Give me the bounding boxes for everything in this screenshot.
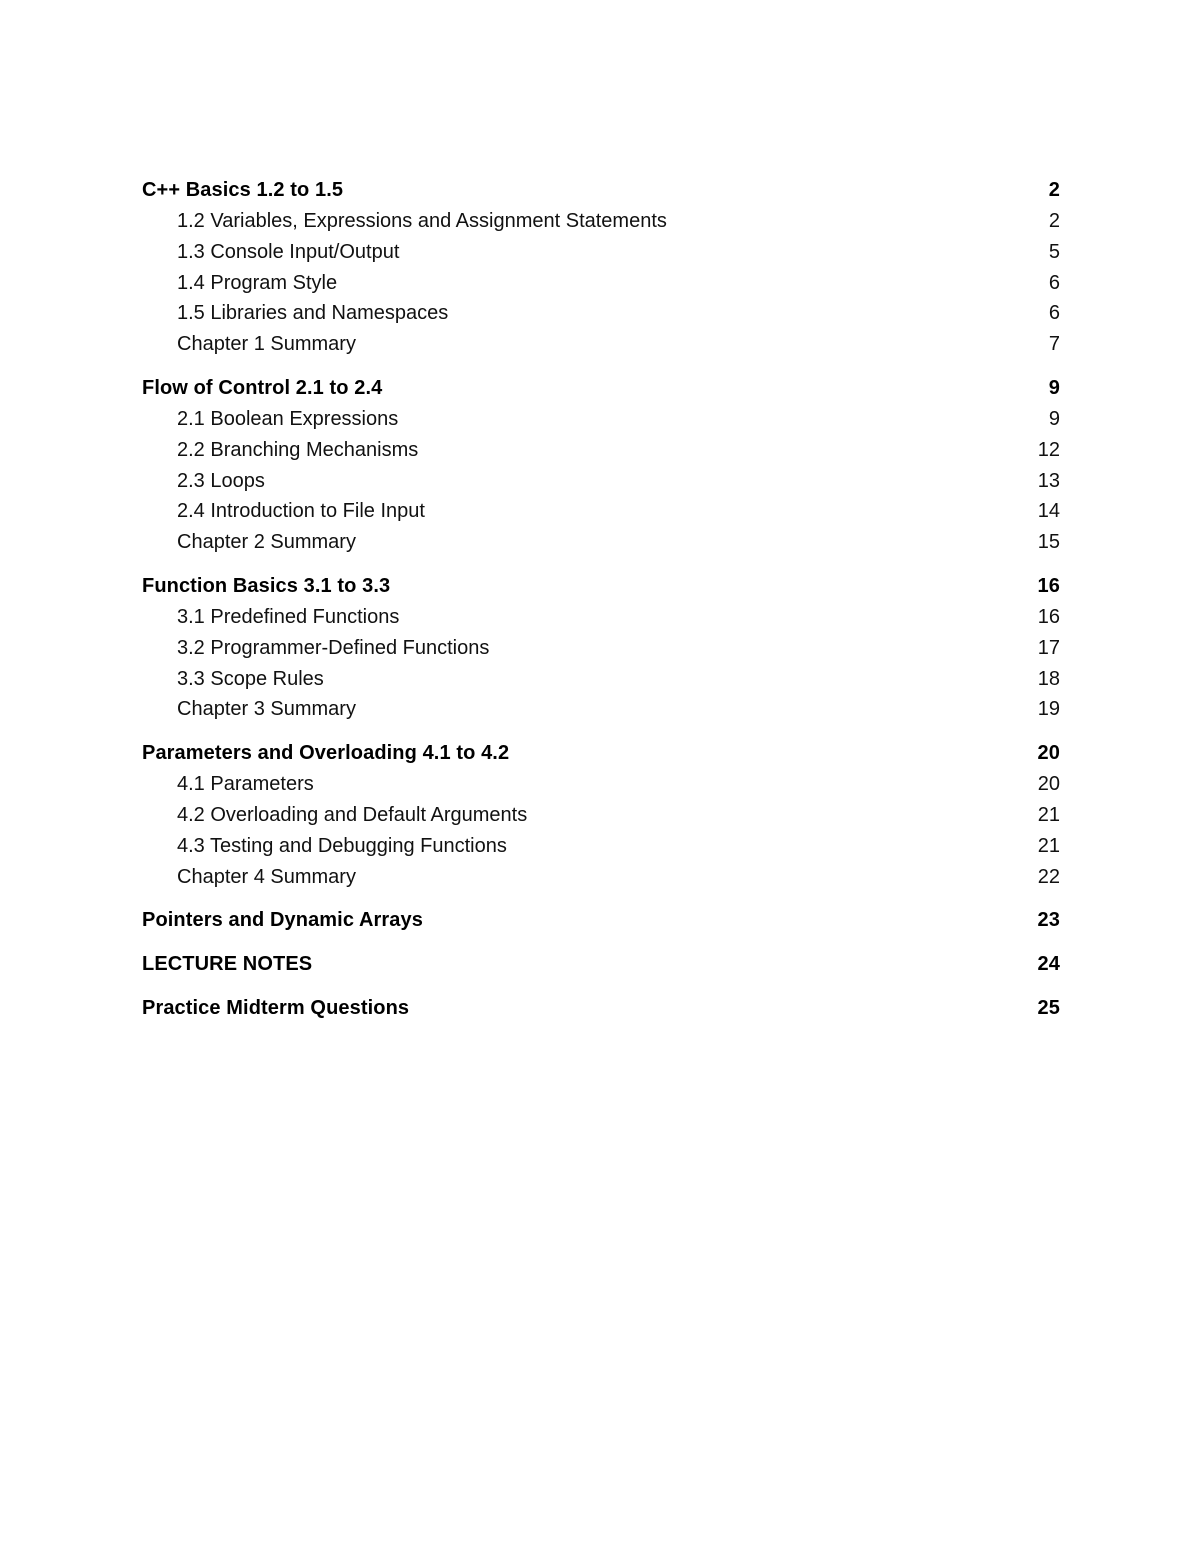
toc-subsection-title: 2.3 Loops (177, 469, 265, 492)
toc-section-page-number: 20 (1037, 742, 1060, 765)
toc-subsection-title: 3.1 Predefined Functions (177, 605, 400, 628)
toc-subsection-page-number: 6 (1048, 302, 1060, 325)
toc-subsection-entry[interactable] (142, 602, 1060, 633)
toc-subsection-title: 4.2 Overloading and Default Arguments (177, 803, 528, 826)
toc-subsection-page-number: 18 (1037, 667, 1060, 690)
toc-section-title: LECTURE NOTES (142, 953, 313, 976)
toc-section-entry[interactable] (142, 905, 1060, 936)
toc-section-page-number: 24 (1037, 953, 1060, 976)
toc-subsection-title: 1.5 Libraries and Namespaces (177, 302, 449, 325)
toc-subsection-entry[interactable] (142, 404, 1060, 435)
toc-subsection-page-number: 5 (1048, 240, 1060, 263)
toc-subsection-entry[interactable] (142, 831, 1060, 862)
toc-subsection-page-number: 16 (1037, 605, 1060, 628)
toc-subsection-title: Chapter 1 Summary (177, 333, 356, 356)
toc-subsection-page-number: 21 (1037, 803, 1060, 826)
toc-subsection-entry[interactable] (142, 664, 1060, 695)
toc-section-entry[interactable] (142, 175, 1060, 206)
toc-section-title: Parameters and Overloading 4.1 to 4.2 (142, 742, 510, 765)
toc-subsection-title: 2.1 Boolean Expressions (177, 407, 399, 430)
table-of-contents (142, 175, 1060, 1024)
toc-subsection-entry[interactable] (142, 527, 1060, 558)
toc-subsection-title: Chapter 2 Summary (177, 531, 356, 554)
toc-subsection-title: 3.2 Programmer-Defined Functions (177, 636, 490, 659)
toc-subsection-entry[interactable] (142, 268, 1060, 299)
toc-subsection-page-number: 9 (1048, 407, 1060, 430)
toc-subsection-entry[interactable] (142, 496, 1060, 527)
toc-section-page-number: 9 (1048, 376, 1060, 399)
toc-subsection-page-number: 21 (1037, 834, 1060, 857)
toc-subsection-page-number: 14 (1037, 500, 1060, 523)
toc-subsection-title: Chapter 4 Summary (177, 865, 356, 888)
toc-section-title: Flow of Control 2.1 to 2.4 (142, 376, 383, 399)
toc-subsection-entry[interactable] (142, 435, 1060, 466)
toc-section-page-number: 2 (1048, 179, 1060, 201)
toc-section-entry[interactable] (142, 571, 1060, 602)
toc-section-entry[interactable] (142, 949, 1060, 980)
toc-section-title: C++ Basics 1.2 to 1.5 (142, 179, 344, 201)
toc-subsection-entry[interactable] (142, 769, 1060, 800)
toc-subsection-page-number: 19 (1037, 698, 1060, 721)
toc-subsection-page-number: 13 (1037, 469, 1060, 492)
toc-subsection-page-number: 17 (1037, 636, 1060, 659)
toc-subsection-entry[interactable] (142, 633, 1060, 664)
toc-section-title: Pointers and Dynamic Arrays (142, 909, 423, 932)
toc-subsection-page-number: 15 (1037, 531, 1060, 554)
toc-subsection-entry[interactable] (142, 694, 1060, 725)
toc-subsection-title: 1.2 Variables, Expressions and Assignment Statements (177, 210, 667, 232)
toc-section-entry[interactable] (142, 373, 1060, 404)
toc-section-page-number: 23 (1037, 909, 1060, 932)
toc-subsection-page-number: 2 (1048, 210, 1060, 232)
toc-subsection-title: 2.2 Branching Mechanisms (177, 438, 419, 461)
toc-section-entry[interactable] (142, 738, 1060, 769)
toc-subsection-title: Chapter 3 Summary (177, 698, 356, 721)
toc-subsection-entry[interactable] (142, 206, 1060, 237)
toc-subsection-title: 3.3 Scope Rules (177, 667, 324, 690)
toc-subsection-title: 1.4 Program Style (177, 271, 338, 294)
toc-section-page-number: 16 (1037, 574, 1060, 597)
toc-subsection-entry[interactable] (142, 329, 1060, 360)
toc-subsection-title: 4.3 Testing and Debugging Functions (177, 834, 507, 857)
toc-subsection-page-number: 7 (1048, 333, 1060, 356)
toc-subsection-page-number: 12 (1037, 438, 1060, 461)
toc-subsection-entry[interactable] (142, 862, 1060, 893)
toc-section-title: Function Basics 3.1 to 3.3 (142, 574, 391, 597)
toc-subsection-page-number: 20 (1037, 773, 1060, 796)
toc-subsection-title: 4.1 Parameters (177, 773, 314, 796)
toc-subsection-page-number: 6 (1048, 271, 1060, 294)
toc-section-entry[interactable] (142, 993, 1060, 1024)
toc-subsection-entry[interactable] (142, 800, 1060, 831)
toc-section-page-number: 25 (1037, 997, 1060, 1020)
toc-subsection-entry[interactable] (142, 237, 1060, 268)
toc-section-title: Practice Midterm Questions (142, 997, 410, 1020)
toc-subsection-title: 2.4 Introduction to File Input (177, 500, 425, 523)
toc-subsection-page-number: 22 (1037, 865, 1060, 888)
toc-subsection-title: 1.3 Console Input/Output (177, 240, 400, 263)
toc-subsection-entry[interactable] (142, 466, 1060, 497)
toc-subsection-entry[interactable] (142, 298, 1060, 329)
